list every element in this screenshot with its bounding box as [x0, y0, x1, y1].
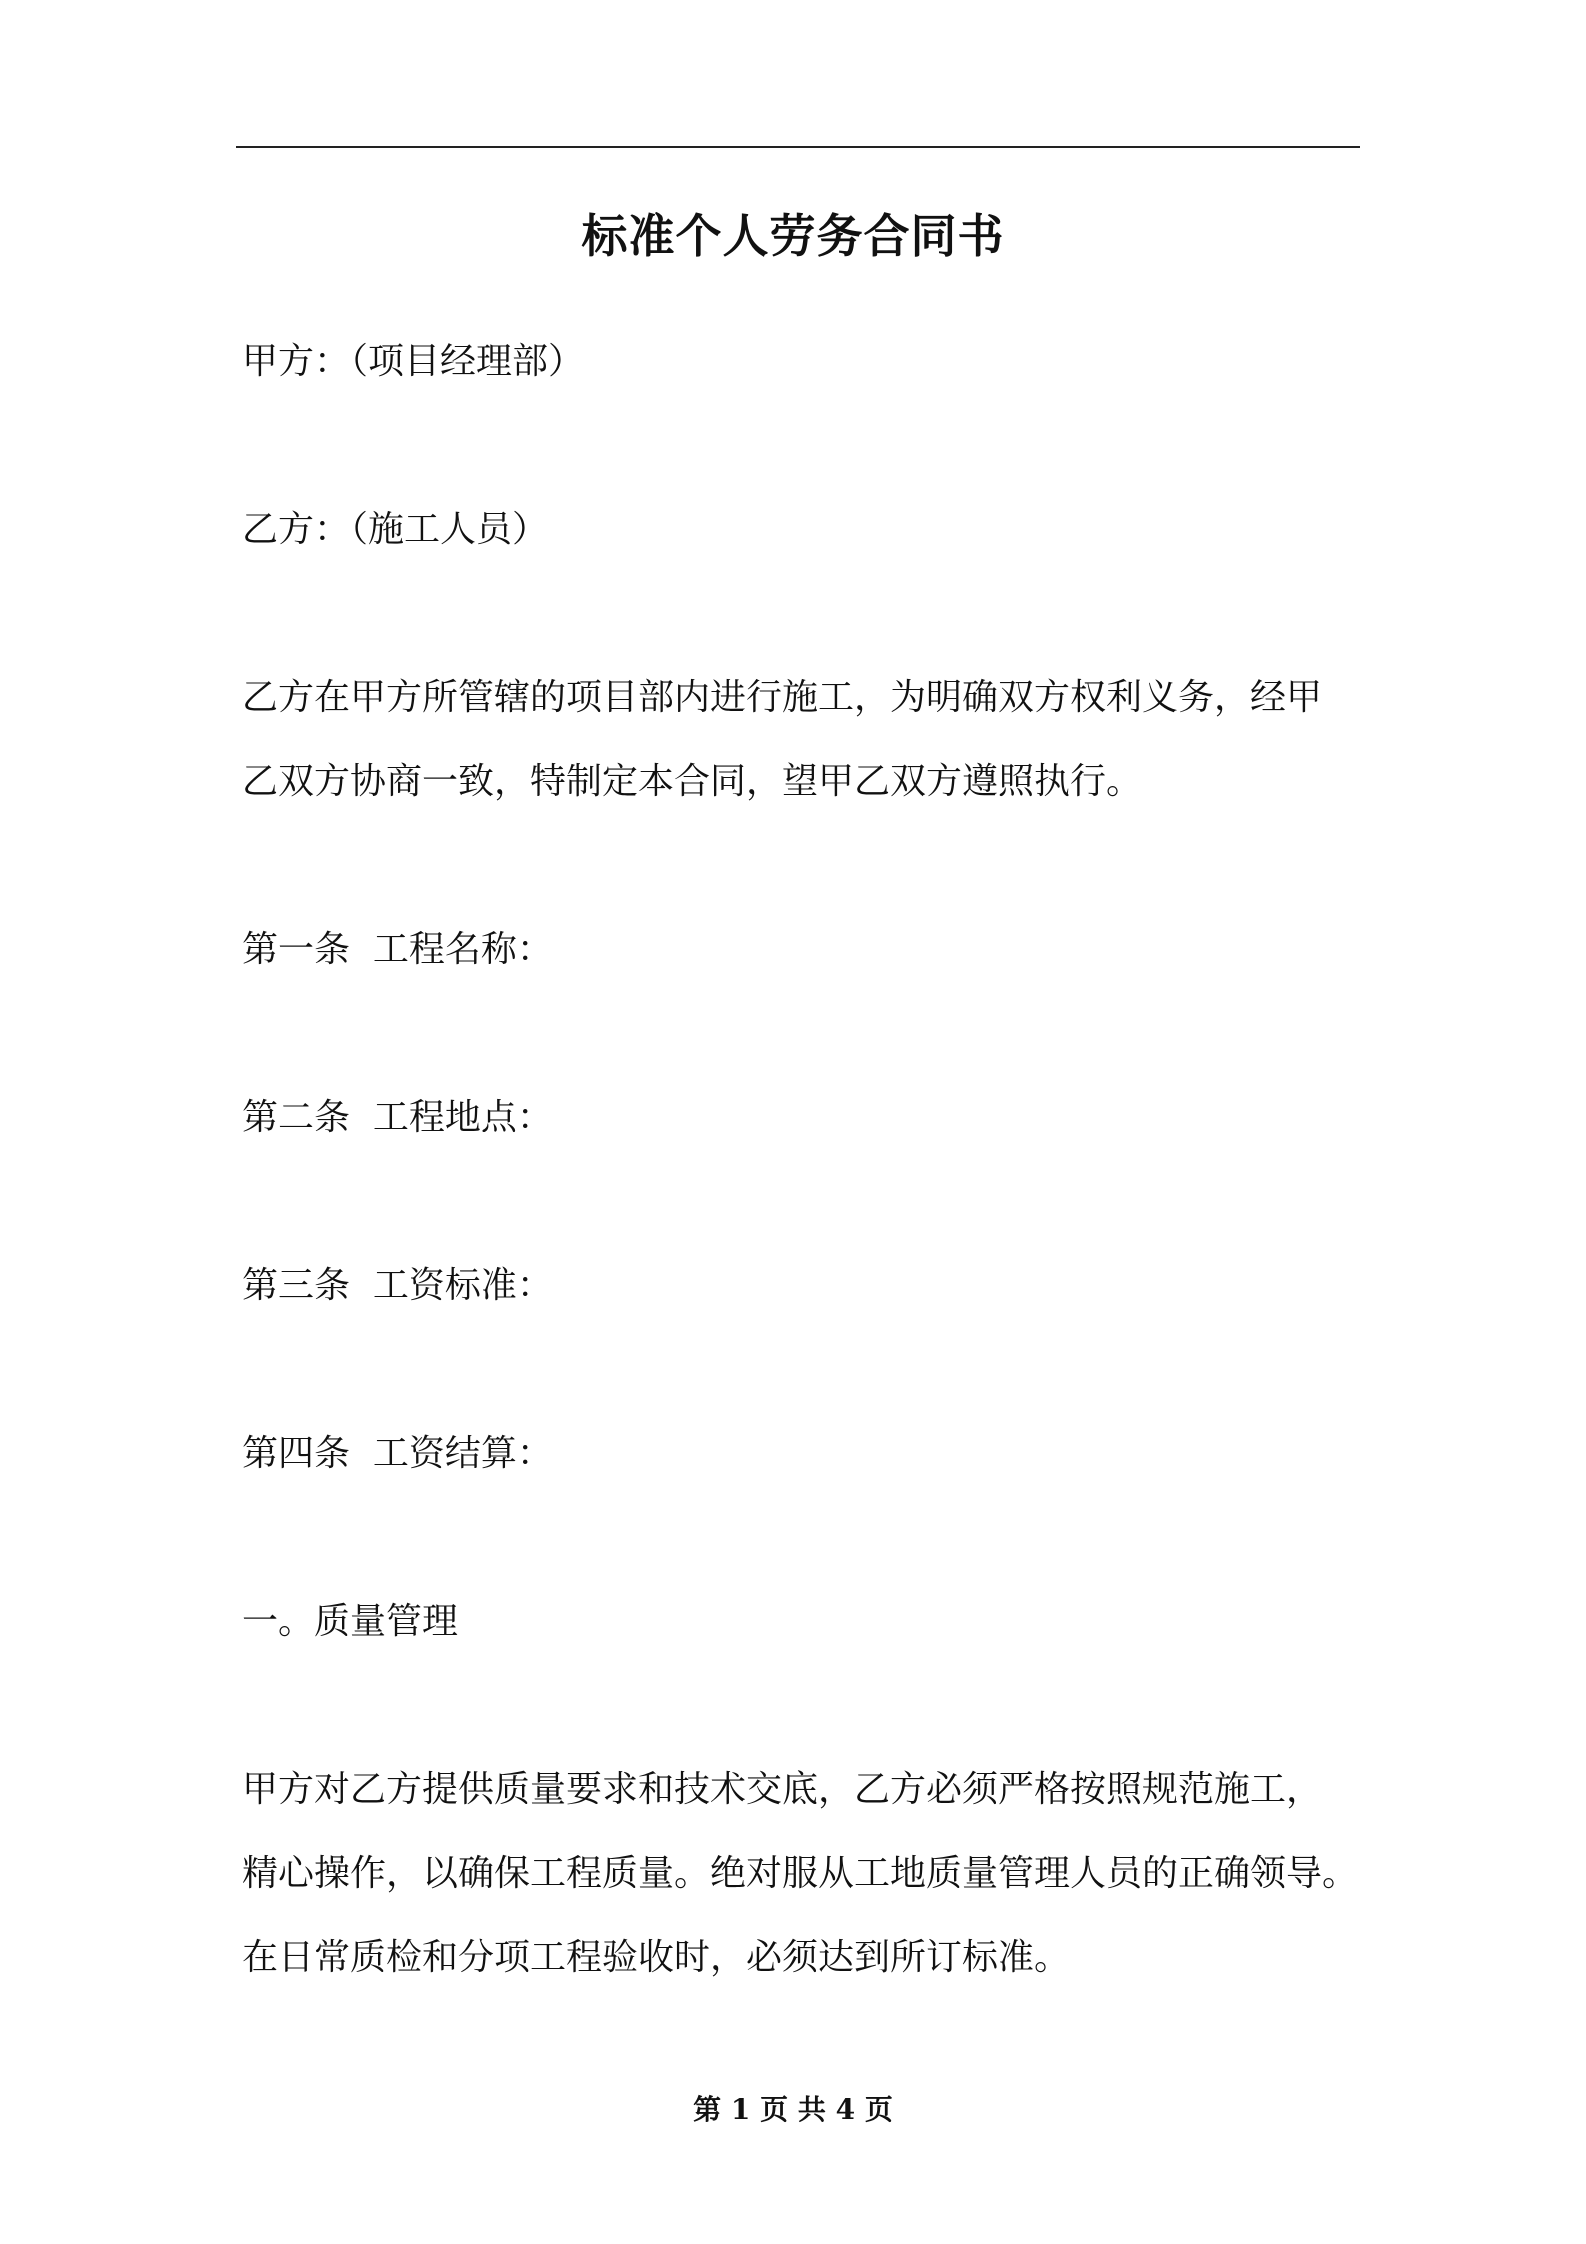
header-rule [236, 146, 1360, 148]
article-1: 第一条 工程名称： [242, 929, 553, 970]
article-3: 第三条 工资标准： [242, 1265, 553, 1306]
article-2: 第二条 工程地点： [242, 1097, 553, 1138]
party-a-line: 甲方：（项目经理部） [242, 341, 585, 382]
section-body-line-1: 甲方对乙方提供质量要求和技术交底，乙方必须严格按照规范施工， [242, 1769, 1323, 1810]
intro-line-1: 乙方在甲方所管辖的项目部内进行施工，为明确双方权利义务，经甲 [242, 677, 1323, 718]
section-heading-quality: 一。质量管理 [242, 1601, 459, 1642]
section-body-line-2: 精心操作，以确保工程质量。绝对服从工地质量管理人员的正确领导。 [242, 1853, 1359, 1894]
party-b-line: 乙方：（施工人员） [242, 509, 549, 550]
page-number-footer: 第 1 页 共 4 页 [693, 2093, 893, 2126]
section-body-line-3: 在日常质检和分项工程验收时，必须达到所订标准。 [242, 1937, 1071, 1978]
article-4: 第四条 工资结算： [242, 1433, 553, 1474]
document-title: 标准个人劳务合同书 [581, 209, 1005, 263]
intro-line-2: 乙双方协商一致，特制定本合同，望甲乙双方遵照执行。 [242, 761, 1143, 802]
